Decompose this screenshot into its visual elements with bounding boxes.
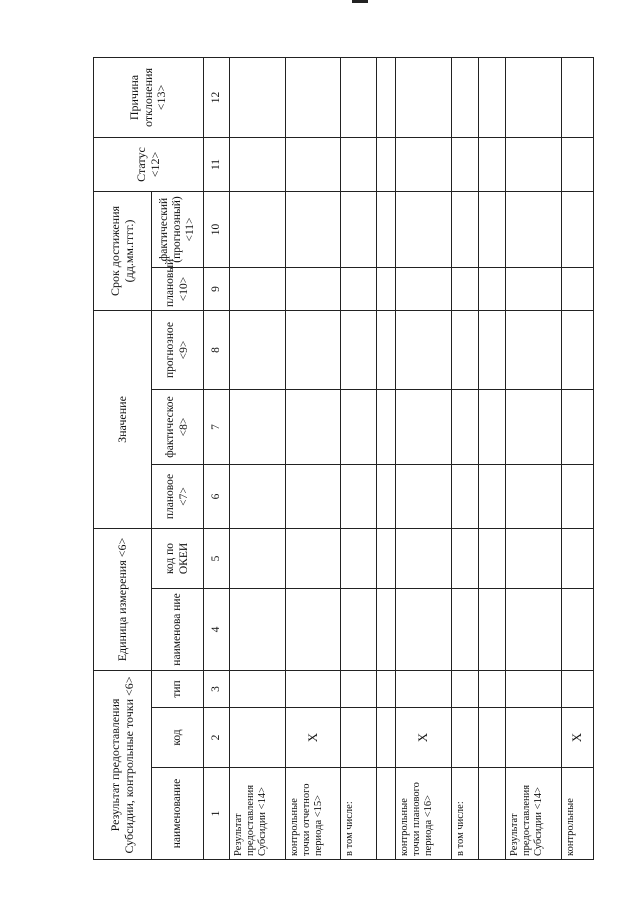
row-cell	[341, 589, 377, 671]
row-cell	[341, 465, 377, 529]
row-cell	[286, 465, 341, 529]
row-cell	[506, 589, 562, 671]
row-cell	[562, 529, 594, 589]
row-cell	[396, 138, 452, 192]
row-name: Результат предоставления Субсидии <14>	[230, 768, 286, 860]
column-number: 12	[204, 58, 230, 138]
row-cell	[479, 192, 506, 268]
row-cell	[396, 311, 452, 390]
header-reason: Причина отклонения <13>	[94, 58, 204, 138]
header-name: наименование	[152, 768, 204, 860]
row-code: X	[562, 708, 594, 768]
header-unit-name: наименова ние	[152, 589, 204, 671]
row-cell	[562, 390, 594, 465]
header-row-groups	[94, 58, 152, 860]
row-cell	[341, 529, 377, 589]
row-cell	[377, 192, 396, 268]
row-cell	[506, 529, 562, 589]
row-cell	[230, 671, 286, 708]
row-cell	[506, 192, 562, 268]
row-cell	[286, 390, 341, 465]
row-cell	[230, 311, 286, 390]
row-cell	[396, 529, 452, 589]
row-cell	[341, 192, 377, 268]
row-cell	[506, 311, 562, 390]
row-cell	[230, 589, 286, 671]
row-cell	[452, 138, 479, 192]
row-cell	[396, 58, 452, 138]
row-cell	[506, 390, 562, 465]
row-cell	[479, 529, 506, 589]
row-cell	[230, 465, 286, 529]
row-cell	[286, 58, 341, 138]
row-cell	[377, 589, 396, 671]
column-number: 9	[204, 268, 230, 311]
table-row	[452, 58, 479, 860]
row-cell	[377, 268, 396, 311]
row-cell	[506, 58, 562, 138]
row-cell	[562, 58, 594, 138]
row-cell	[452, 671, 479, 708]
row-cell	[341, 311, 377, 390]
row-cell	[452, 465, 479, 529]
column-number: 7	[204, 390, 230, 465]
row-cell	[479, 58, 506, 138]
row-cell	[562, 268, 594, 311]
row-name	[479, 768, 506, 860]
row-cell	[452, 192, 479, 268]
column-number: 11	[204, 138, 230, 192]
row-cell	[562, 671, 594, 708]
row-cell	[286, 192, 341, 268]
row-cell	[396, 192, 452, 268]
row-cell	[230, 529, 286, 589]
header-forecast: прогнозное <9>	[152, 311, 204, 390]
row-cell	[286, 311, 341, 390]
row-cell	[396, 465, 452, 529]
column-number: 10	[204, 192, 230, 268]
row-cell	[377, 311, 396, 390]
table-row	[230, 58, 286, 860]
rotated-table-wrapper	[93, 58, 593, 860]
row-cell	[506, 465, 562, 529]
row-cell	[341, 390, 377, 465]
row-cell	[341, 138, 377, 192]
header-status: Статус <12>	[94, 138, 204, 192]
row-cell	[562, 311, 594, 390]
row-cell	[506, 671, 562, 708]
row-cell	[396, 589, 452, 671]
row-code	[377, 708, 396, 768]
row-cell	[479, 268, 506, 311]
header-unit-group: Единица измерения <6>	[94, 529, 152, 671]
row-cell	[452, 311, 479, 390]
row-cell	[562, 138, 594, 192]
table-row	[479, 58, 506, 860]
header-value-group: Значение	[94, 311, 152, 529]
row-cell	[562, 192, 594, 268]
row-cell	[377, 529, 396, 589]
scan-edge-mark	[352, 0, 368, 3]
column-number: 2	[204, 708, 230, 768]
row-name: контрольные	[562, 768, 594, 860]
header-unit-code: код по ОКЕИ	[152, 529, 204, 589]
row-cell	[452, 529, 479, 589]
row-cell	[341, 671, 377, 708]
row-cell	[377, 671, 396, 708]
column-number-row	[204, 58, 230, 860]
row-name: в том числе:	[452, 768, 479, 860]
row-cell	[377, 58, 396, 138]
row-cell	[230, 58, 286, 138]
row-cell	[377, 465, 396, 529]
row-cell	[286, 671, 341, 708]
row-cell	[286, 138, 341, 192]
header-type: тип	[152, 671, 204, 708]
row-name: в том числе:	[341, 768, 377, 860]
row-cell	[479, 311, 506, 390]
row-cell	[562, 589, 594, 671]
row-name	[377, 768, 396, 860]
column-number: 3	[204, 671, 230, 708]
row-cell	[341, 268, 377, 311]
column-number: 6	[204, 465, 230, 529]
row-cell	[286, 268, 341, 311]
header-deadline-group: Срок достижения (дд.мм.гггг.)	[94, 192, 152, 311]
header-deadline-plan: плановый <10>	[152, 268, 204, 311]
report-table	[93, 57, 594, 860]
row-cell	[479, 671, 506, 708]
row-cell	[452, 390, 479, 465]
row-code	[506, 708, 562, 768]
row-cell	[396, 390, 452, 465]
row-cell	[479, 138, 506, 192]
row-cell	[230, 138, 286, 192]
row-cell	[230, 268, 286, 311]
row-cell	[479, 589, 506, 671]
row-code	[230, 708, 286, 768]
row-cell	[452, 589, 479, 671]
header-deadline-fact: фактический (прогнозный) <11>	[152, 192, 204, 268]
row-cell	[396, 671, 452, 708]
column-number: 4	[204, 589, 230, 671]
row-cell	[230, 390, 286, 465]
header-result-group: Результат предоставления Субсидии, контрольные точки <6>	[94, 671, 152, 860]
row-name: Результат предоставления Субсидии <14>	[506, 768, 562, 860]
header-actual: фактическое <8>	[152, 390, 204, 465]
column-number: 5	[204, 529, 230, 589]
row-code	[341, 708, 377, 768]
row-cell	[230, 192, 286, 268]
row-code: X	[396, 708, 452, 768]
table-row	[341, 58, 377, 860]
table-row	[506, 58, 562, 860]
row-code	[479, 708, 506, 768]
row-cell	[377, 138, 396, 192]
document-sheet	[93, 58, 593, 860]
row-name: контрольные точки планового периода <16>	[396, 768, 452, 860]
row-cell	[562, 465, 594, 529]
row-cell	[479, 390, 506, 465]
table-row	[286, 58, 341, 860]
table-row	[562, 58, 594, 860]
row-cell	[452, 58, 479, 138]
table-row	[377, 58, 396, 860]
row-cell	[377, 390, 396, 465]
row-cell	[479, 465, 506, 529]
row-cell	[396, 268, 452, 311]
row-cell	[286, 529, 341, 589]
header-code: код	[152, 708, 204, 768]
column-number: 8	[204, 311, 230, 390]
header-planned: плановое <7>	[152, 465, 204, 529]
row-cell	[506, 138, 562, 192]
row-name: контрольные точки отчетного периода <15>	[286, 768, 341, 860]
row-code: X	[286, 708, 341, 768]
row-cell	[452, 268, 479, 311]
column-number: 1	[204, 768, 230, 860]
table-row	[396, 58, 452, 860]
row-cell	[506, 268, 562, 311]
row-cell	[286, 589, 341, 671]
row-cell	[341, 58, 377, 138]
row-code	[452, 708, 479, 768]
